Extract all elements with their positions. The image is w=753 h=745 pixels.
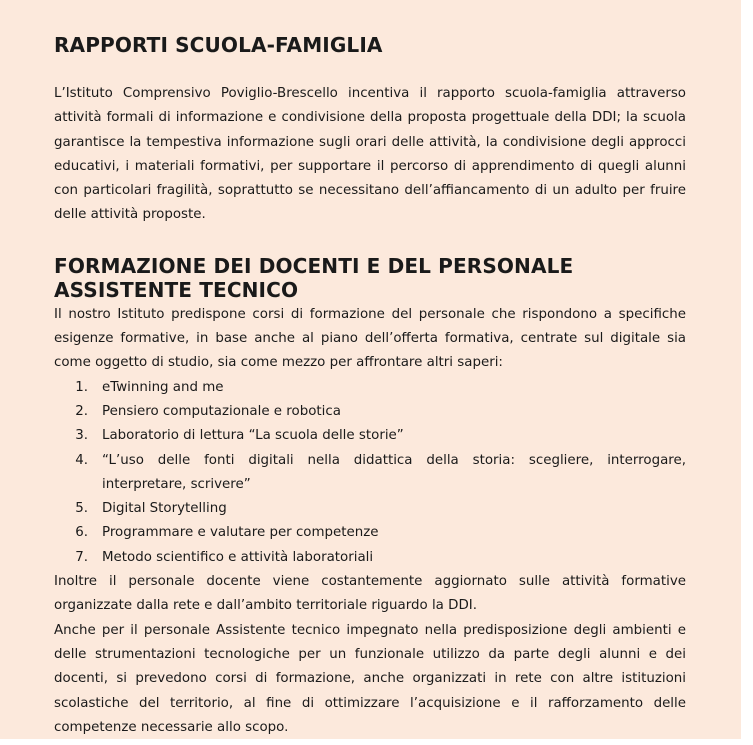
paragraph-formazione-docenti: Inoltre il personale docente viene costantemente aggiornato sulle attività formative organizzate dalla rete e dall’ambito territoriale riguardo la DDI. bbox=[54, 574, 686, 614]
list-item-text: Digital Storytelling bbox=[102, 501, 227, 517]
list-item-number: 6. bbox=[75, 525, 88, 541]
course-list bbox=[54, 376, 686, 570]
list-item-number: 7. bbox=[75, 549, 88, 565]
list-item bbox=[54, 521, 686, 545]
list-item bbox=[54, 449, 686, 498]
list-item-text: eTwinning and me bbox=[102, 379, 224, 395]
list-item-text: Programmare e valutare per competenze bbox=[102, 525, 379, 541]
list-item-text: “L’uso delle fonti digitali nella didattica della storia: scegliere, interrogare, interpretare, scrivere” bbox=[102, 452, 686, 492]
list-item-text: Metodo scientifico e attività laboratoriali bbox=[102, 549, 374, 565]
list-item-text: Pensiero computazionale e robotica bbox=[102, 403, 341, 419]
section-heading-formazione: FORMAZIONE DEI DOCENTI E DEL PERSONALE ASSISTENTE TECNICO bbox=[54, 253, 574, 303]
paragraph-formazione-intro: Il nostro Istituto predispone corsi di formazione del personale che rispondono a specifiche esigenze formative, in base anche al piano dell’offerta formativa, centrate sul digitale sia come oggetto di studio, sia come mezzo per affrontare altri saperi: bbox=[54, 306, 686, 371]
list-item bbox=[54, 424, 686, 448]
list-item-number: 1. bbox=[75, 379, 88, 395]
list-item-number: 5. bbox=[75, 501, 88, 517]
list-item bbox=[54, 497, 686, 521]
list-item bbox=[54, 546, 686, 570]
paragraph-rapporti: L’Istituto Comprensivo Poviglio-Brescello incentiva il rapporto scuola-famiglia attraverso attività formali di informazione e condivisione della proposta progettuale della DDI; la scuola garantisce la tempestiva informazione sugli orari delle attività, la condivisione degli approcci educativi, i materiali formativi, per supportare il percorso di apprendimento di quegli alunni con particolari fragilità, soprattutto se necessitano dell’affiancamento di un adulto per fruire delle attività proposte. bbox=[54, 86, 686, 223]
list-item bbox=[54, 400, 686, 424]
list-item-text: Laboratorio di lettura “La scuola delle storie” bbox=[102, 428, 404, 444]
list-item-number: 3. bbox=[75, 428, 88, 444]
list-item-number: 2. bbox=[75, 403, 88, 419]
paragraph-assistente-tecnico: Anche per il personale Assistente tecnico impegnato nella predisposizione degli ambienti e delle strumentazioni tecnologiche per un funzionale utilizzo da parte degli alunni e dei docenti, si prevedono corsi di formazione, anche organizzati in rete con altre istituzioni scolastiche del territorio, al fine di ottimizzare l’acquisizione e il rafforzamento delle competenze necessarie allo scopo. bbox=[54, 622, 686, 735]
section-heading-rapporti: RAPPORTI SCUOLA-FAMIGLIA bbox=[54, 33, 383, 57]
list-item bbox=[54, 376, 686, 400]
list-item-number: 4. bbox=[75, 452, 88, 468]
